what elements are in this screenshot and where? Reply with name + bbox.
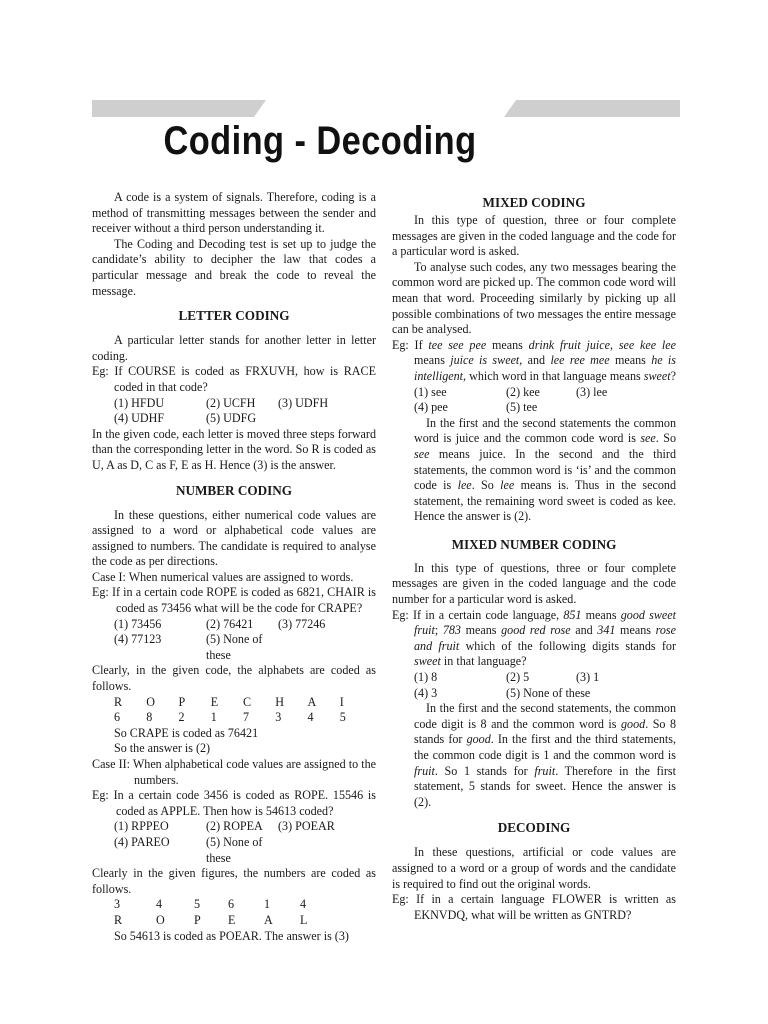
code-cell: P [194,912,201,927]
intro-paragraph-2: The Coding and Decoding test is set up to judge the candidate’s ability to decipher the law that codes a particular message and break the code to reveal the message. [92,236,376,298]
option: (2) 5 [506,670,530,685]
letters-code-row [92,695,376,711]
code-cell: E [228,912,236,927]
mixed-coding-paragraph-2: To analyse such codes, any two messages bearing the common word are picked up. The common code word will mean that word. Proceeding similarly by picking up all possible combinations of two messages the entire message can be analysed. [392,259,676,337]
letter-coding-explanation: In the given code, each letter is moved three steps forward than the corresponding letter in the word. So R is coded as U, A as D, C as F, E as H. Hence (3) is the answer. [92,426,376,472]
mixed-coding-explanation: In the first and the second statements the common word is juice and the common code word is see. So see means juice. In the second and the third statements, the common word is ‘is’ and the common code is lee. So lee means is. Thus in the second statement, the remaining word sweet is coded as kee. Hence the answer is (2). [414,415,676,524]
code-cell: 3 [275,710,282,725]
right-column [392,190,676,923]
digits-code-row [92,710,376,726]
code-cell: 8 [146,710,153,725]
option: (4) UDHF [114,411,165,426]
option: (1) 8 [414,670,438,685]
code-cell: O [146,694,155,709]
option: (3) 1 [576,670,600,685]
mixed-number-coding-options [392,670,676,701]
option: (2) kee [506,384,540,399]
code-cell: R [114,912,123,927]
number-coding-options-2 [92,819,376,866]
number-coding-clearly-2: Clearly in the given figures, the numbers are coded as follows. [92,866,376,896]
option: (1) see [414,384,447,399]
code-cell: 5 [194,897,201,912]
code-cell: 4 [307,710,314,725]
code-cell: H [275,694,284,709]
case-1-label: Case I: When numerical values are assigned to words. [92,569,354,584]
code-cell: E [210,694,219,709]
crape-result: So CRAPE is coded as 76421 [114,725,259,740]
answer-line-1: So the answer is (2) [114,741,211,756]
code-cell: 6 [114,710,121,725]
decoding-example: Eg: If in a certain language FLOWER is written as EKNVDQ, what will be written as GNTRD? [392,892,676,922]
case-2-label: Case II: When alphabetical code values are assigned to the numbers. [92,757,376,787]
numbers-code-row [92,897,376,913]
letter-coding-heading: LETTER CODING [178,308,290,324]
option: (1) 73456 [114,616,162,631]
option: (5) tee [506,400,538,415]
code-cell: 4 [300,897,307,912]
option: (3) UDFH [278,395,329,410]
option: (4) PAREO [114,834,170,849]
mixed-number-coding-paragraph: In this type of questions, three or four complete messages are given in the coded language and the code number for a particular word is asked. [392,560,676,607]
letter-coding-paragraph: A particular letter stands for another letter in letter coding. [92,333,376,363]
code-cell: 4 [156,897,163,912]
title-bar-right [504,100,680,117]
code-cell: A [307,694,317,709]
code-cell: R [114,694,123,709]
poear-result: So 54613 is coded as POEAR. The answer is (3) [114,928,349,943]
code-cell: P [178,694,186,709]
mixed-coding-options [392,385,676,416]
number-coding-options-1 [92,617,376,664]
code-cell: 1 [210,710,217,725]
code-cell: 5 [339,710,346,725]
code-cell: L [300,912,308,927]
number-coding-example-2: Eg: In a certain code 3456 is coded as ROPE. 15546 is coded as APPLE. Then how is 54613 coded? [92,788,376,818]
code-cell: C [243,694,252,709]
code-cell: O [156,912,165,927]
code-cell: 2 [178,710,185,725]
left-column [92,190,376,944]
option: (3) 77246 [278,616,326,631]
letter-coding-options [92,396,376,427]
decoding-paragraph: In these questions, artificial or code values are assigned to a word or a group of words and the candidate is required to find out the original words. [392,845,676,891]
decoding-heading: DECODING [497,820,571,836]
number-coding-paragraph: In these questions, either numerical code values are assigned to a word or alphabetical code values are assigned to numbers. The candidate is required to analyse the code as per directions. [92,507,376,569]
option: (2) ROPEA [206,819,263,834]
option: (3) POEAR [278,819,335,834]
mixed-coding-heading: MIXED CODING [482,195,586,210]
mixed-number-coding-heading: MIXED NUMBER CODING [451,536,617,552]
code-cell: 3 [114,897,121,912]
option: (1) HFDU [114,395,165,410]
code-cell: 1 [264,897,271,912]
option: (1) RPPEO [114,819,169,834]
mixed-coding-example: Eg: If tee see pee means drink fruit juice, see kee lee means juice is sweet, and lee ree mee means he is intelligent, which word in that language means sweet? [392,337,676,383]
page-title: Coding - Decoding [163,119,477,163]
code-cell: I [339,694,344,709]
number-coding-heading: NUMBER CODING [175,482,293,498]
option: (2) 76421 [206,616,254,631]
option: (4) 77123 [114,632,162,647]
mixed-coding-paragraph-1: In this type of question, three or four complete messages are given in the coded language and the code for a particular word is asked. [392,213,676,259]
option: (4) 3 [414,685,438,700]
code-cell: A [264,912,273,927]
option: (3) lee [576,384,608,399]
letter-coding-example: Eg: If COURSE is coded as FRXUVH, how is RACE coded in that code? [92,364,376,394]
code-cell: 6 [228,897,235,912]
title-bar-left [92,100,266,117]
mixed-number-coding-example: Eg: If in a certain code language, 851 means good sweet fruit; 783 means good red rose and 341 means rose and fruit which of the following digits stands for sweet in that language? [392,607,676,669]
option: (5) None of these [506,685,591,700]
intro-paragraph-1: A code is a system of signals. Therefore, coding is a method of transmitting messages between the sender and receiver without a third person understanding it. [92,190,376,236]
number-coding-example-1: Eg: If in a certain code ROPE is coded as 6821, CHAIR is coded as 73456 what will be the code for CRAPE? [92,585,376,616]
option: (4) pee [414,400,448,415]
mixed-number-coding-explanation: In the first and the second statements, the common code digit is 8 and the common word is good. So 8 stands for good. In the first and the third statements, the common code digit is 1 and the common word is fruit. So 1 stands for fruit. Therefore in the first statement, 5 stands for sweet. Hence the answer is (2). [414,701,677,809]
code-cell: 7 [243,710,250,725]
option: (5) None of these [206,632,263,662]
option: (2) UCFH [206,395,256,410]
option: (5) UDFG [206,411,257,426]
letters-code-row-2 [92,913,376,929]
number-coding-clearly-1: Clearly, in the given code, the alphabets are coded as follows. [92,663,376,694]
option: (5) None of these [206,834,263,865]
